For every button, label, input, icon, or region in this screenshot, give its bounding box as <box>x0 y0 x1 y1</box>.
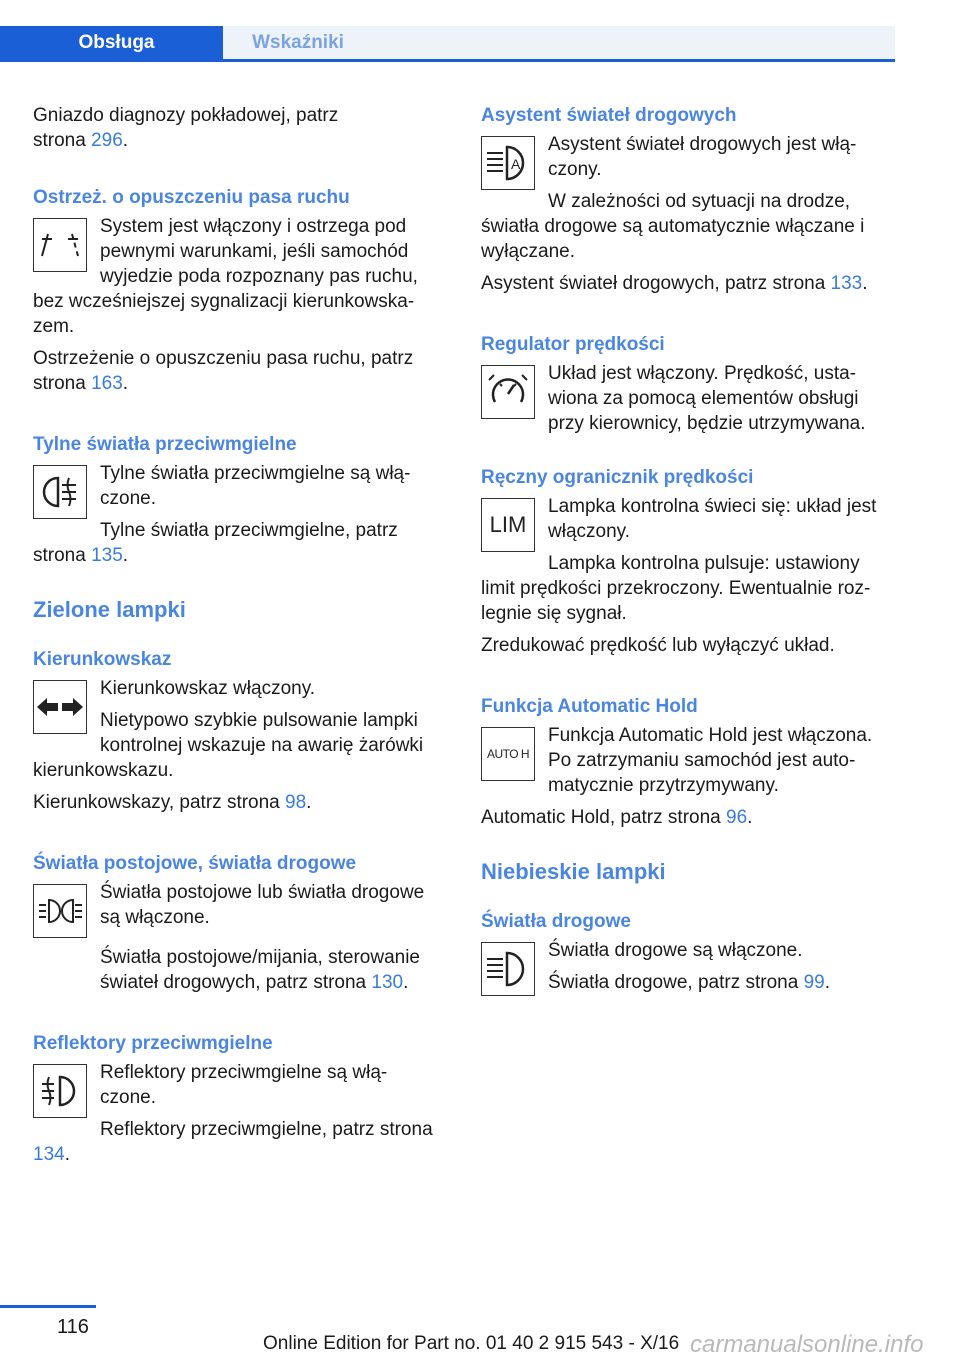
lane-departure-icon <box>33 218 87 272</box>
auto-hold-icon <box>481 727 535 781</box>
front-fog-entry <box>33 1060 443 1167</box>
header-tabs <box>0 26 895 62</box>
automatic-hold-entry <box>481 723 891 798</box>
heading-green-lamps: Zielone lampki <box>33 597 186 622</box>
heading-turn-signal: Kierunkowskaz <box>33 649 172 670</box>
heading-lane-departure: Ostrzeż. o opuszczeniu pasa ruchu <box>33 187 350 208</box>
cruise-control-desc: Układ jest włączony. Prędkość, usta‐wiona za pomocą elementów obsługi przy kierownicy, będzie utrzymywana. <box>548 363 866 434</box>
high-beam-assist-icon <box>481 136 535 190</box>
tab-wskazniki[interactable]: Wskaźniki <box>252 32 344 53</box>
page-link-163[interactable]: 163 <box>91 373 123 394</box>
high-beam-icon <box>481 942 535 996</box>
turn-signal-desc2: Nietypowo szybkie pulsowanie lampki kontrolnej wskazuje na awarię żarówki kierunkowskazu. <box>33 710 424 781</box>
page-link-135[interactable]: 135 <box>91 545 123 566</box>
high-beam-assist-entry <box>481 132 891 264</box>
rear-fog-ref-text: Tylne światła przeciwmgielne, patrz strona <box>33 520 398 566</box>
turn-signal-entry <box>33 676 443 783</box>
parking-lights-icon <box>33 884 87 938</box>
rear-fog-desc: Tylne światła przeciwmgielne są włą‐czone. <box>100 463 411 509</box>
auto-hold-icon-text: AUTO H <box>486 747 530 761</box>
page-link-134[interactable]: 134 <box>33 1144 65 1165</box>
high-assist-ref-text: Asystent świateł drogowych, patrz strona <box>481 273 831 294</box>
heading-high-beam: Światła drogowe <box>481 911 631 932</box>
auto-hold-ref-text: Automatic Hold, patrz strona <box>481 807 726 828</box>
watermark: carmanualsonline.info <box>690 1331 924 1358</box>
lane-departure-ref: Ostrzeżenie o opuszczeniu pasa ruchu, patrz strona 163. <box>33 348 414 394</box>
intro-paragraph: Gniazdo diagnozy pokładowej, patrz strona 296. <box>33 105 339 151</box>
turn-ref-text: Kierunkowskazy, patrz strona <box>33 792 286 813</box>
page-number: 116 <box>57 1316 89 1338</box>
page-link-98[interactable]: 98 <box>285 792 307 813</box>
left-column <box>33 103 443 1167</box>
rear-fog-ref: Tylne światła przeciwmgielne, patrz strona 135. <box>33 520 398 566</box>
high-beam-assist-desc2: W zależności od sytuacji na drodze, światła drogowe są automatycznie włączane i wyłączane. <box>481 191 865 262</box>
parking-lights-entry <box>33 880 443 938</box>
intro-text: Gniazdo diagnozy pokładowej, patrz strona <box>33 105 339 151</box>
heading-speed-limiter: Ręczny ogranicznik prędkości <box>481 467 754 488</box>
speed-limiter-entry <box>481 494 891 626</box>
svg-text:A: A <box>511 156 521 172</box>
speed-limiter-desc2: Lampka kontrolna pulsuje: ustawiony limit prędkości przekroczony. Ewentualnie roz‐legnie się sygnał. <box>481 553 871 624</box>
parking-ref-text: Światła postojowe/mijania, sterowanie świateł drogowych, patrz strona <box>100 947 420 993</box>
page-link-296[interactable]: 296 <box>91 130 123 151</box>
edition-text: Online Edition for Part no. 01 40 2 915 543 - X/16 <box>263 1333 680 1354</box>
front-fog-ref-text: Reflektory przeciwmgielne, patrz strona <box>100 1119 433 1140</box>
lane-departure-entry <box>33 214 443 339</box>
turn-signal-desc: Kierunkowskaz włączony. <box>100 678 316 699</box>
heading-cruise-control: Regulator prędkości <box>481 334 665 355</box>
parking-lights-desc: Światła postojowe lub światła drogowe są włączone. <box>100 882 425 928</box>
high-beam-ref: Światła drogowe, patrz strona 99. <box>548 972 830 993</box>
footer-accent-line <box>0 1305 96 1308</box>
heading-blue-lamps: Niebieskie lampki <box>481 859 666 884</box>
page-link-130[interactable]: 130 <box>371 972 404 993</box>
right-column <box>481 103 891 996</box>
speed-limiter-desc: Lampka kontrolna świeci się: układ jest włączony. <box>548 496 877 542</box>
high-beam-assist-desc: Asystent świateł drogowych jest włą‐czony. <box>548 134 857 180</box>
heading-parking-lights: Światła postojowe, światła drogowe <box>33 853 357 874</box>
heading-automatic-hold: Funkcja Automatic Hold <box>481 696 698 717</box>
page-link-99[interactable]: 99 <box>803 972 825 993</box>
page-link-133[interactable]: 133 <box>830 273 863 294</box>
automatic-hold-ref: Automatic Hold, patrz strona 96. <box>481 807 753 828</box>
rear-fog-light-icon <box>33 465 87 519</box>
page-link-96[interactable]: 96 <box>726 807 748 828</box>
parking-lights-ref: Światła postojowe/mijania, sterowanie świateł drogowych, patrz strona 130. <box>100 947 420 993</box>
lim-icon-text: LIM <box>489 512 527 537</box>
front-fog-desc: Reflektory przeciwmgielne są włą‐czone. <box>100 1062 388 1108</box>
rear-fog-entry <box>33 461 443 568</box>
high-beam-ref-text: Światła drogowe, patrz strona <box>548 972 804 993</box>
high-beam-entry <box>481 938 891 996</box>
front-fog-ref: Reflektory przeciwmgielne, patrz strona 134. <box>33 1119 433 1165</box>
automatic-hold-desc: Funkcja Automatic Hold jest włączona. Po zatrzymaniu samochód jest auto‐matycznie przytrzymywany. <box>548 725 873 796</box>
cruise-control-entry <box>481 361 891 436</box>
tab-obsluga[interactable]: Obsługa <box>0 26 223 59</box>
heading-rear-fog: Tylne światła przeciwmgielne <box>33 434 297 455</box>
high-beam-assist-ref: Asystent świateł drogowych, patrz strona 133. <box>481 273 868 294</box>
speed-limiter-desc3: Zredukować prędkość lub wyłączyć układ. <box>481 635 835 656</box>
speed-limiter-lim-icon <box>481 498 535 552</box>
lane-ref-text: Ostrzeżenie o opuszczeniu pasa ruchu, patrz strona <box>33 348 414 394</box>
lane-departure-desc: System jest włączony i ostrzega pod pewnymi warunkami, jeśli samochód wyjedzie poda rozpoznany pas ruchu, bez wcześniejszej sygnalizacji kierunkowska‐zem. <box>33 216 418 337</box>
heading-high-beam-assist: Asystent świateł drogowych <box>481 105 737 126</box>
turn-signal-arrows-icon <box>33 680 87 734</box>
high-beam-desc: Światła drogowe są włączone. <box>548 940 803 961</box>
heading-front-fog: Reflektory przeciwmgielne <box>33 1033 273 1054</box>
turn-signal-ref: Kierunkowskazy, patrz strona 98. <box>33 792 312 813</box>
cruise-control-icon <box>481 365 535 419</box>
front-fog-light-icon <box>33 1064 87 1118</box>
